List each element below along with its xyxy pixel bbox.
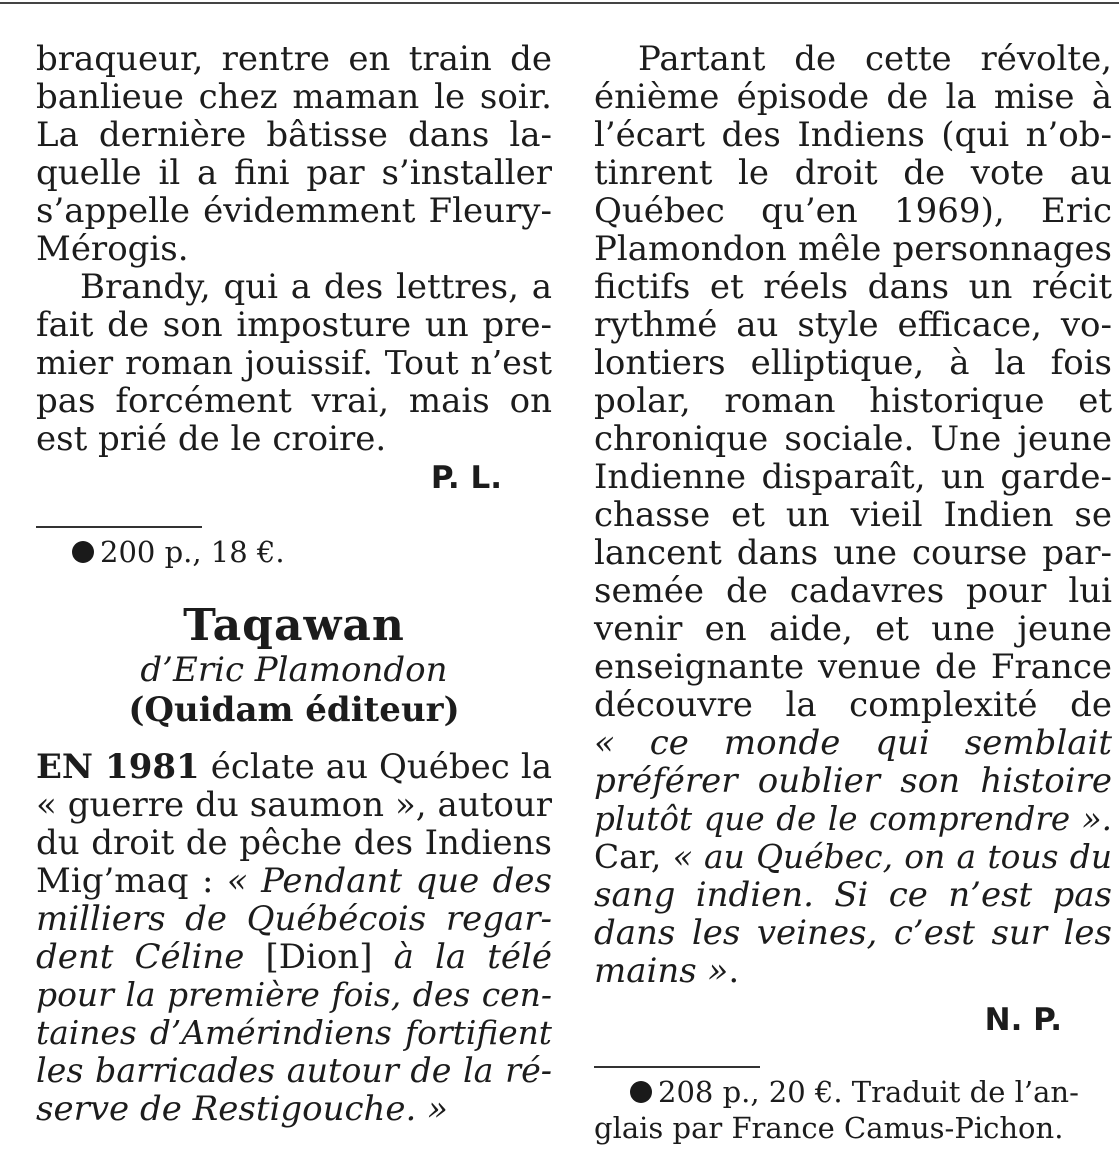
- text-line: l’écart des Indiens (qui n’ob-: [594, 115, 1112, 155]
- info-rule: [594, 1066, 760, 1068]
- text-line: banlieue chez maman le soir.: [36, 77, 552, 117]
- book-author: d’Eric Plamondon: [140, 650, 448, 690]
- review-body-continued: [594, 40, 1112, 990]
- info-rule: [36, 526, 202, 528]
- text-line: est prié de le croire.: [36, 419, 387, 459]
- text-line: énième épisode de la mise à: [594, 77, 1112, 117]
- previous-review-ending: [36, 40, 552, 458]
- text-line: semée de cadavres pour lui: [594, 571, 1112, 611]
- text-line: taines d’Amérindiens fortifient: [36, 1014, 552, 1052]
- text-line: Plamondon mêle personnages: [594, 229, 1112, 269]
- signature-np: N. P.: [984, 1002, 1062, 1038]
- book-info-line: glais par France Camus-Pichon.: [594, 1111, 1064, 1145]
- review-body-start: [36, 748, 552, 1128]
- text-line: « guerre du saumon », autour: [36, 785, 552, 825]
- text-line: lontiers elliptique, à la fois: [594, 343, 1112, 383]
- text-line: Mig’maq : « Pendant que des: [36, 861, 552, 901]
- book-info-line: [36, 534, 552, 570]
- text-line: lancent dans une course par-: [594, 533, 1112, 573]
- lead-in: EN 1981: [36, 747, 200, 787]
- text-line: dans les veines, c’est sur les: [594, 913, 1112, 953]
- text-line: Brandy, qui a des lettres, a: [80, 267, 552, 307]
- text-line: pas forcément vrai, mais on: [36, 381, 552, 421]
- text-line: sang indien. Si ce n’est pas: [594, 875, 1112, 915]
- text-line: plutôt que de le comprendre ».: [594, 800, 1112, 838]
- text-line: pour la première fois, des cen-: [36, 975, 552, 1014]
- text-line: milliers de Québécois regar-: [36, 899, 552, 939]
- text-line: dent Céline [Dion] à la télé: [36, 937, 552, 977]
- text-line: s’appelle évidemment Fleury-: [36, 191, 552, 231]
- text-line: braqueur, rentre en train de: [36, 39, 552, 79]
- text-line: rythmé au style efficace, vo-: [594, 305, 1112, 345]
- right-column: [594, 40, 1112, 1146]
- text-line: Partant de cette révolte,: [638, 39, 1112, 79]
- text-line: venir en aide, et une jeune: [594, 609, 1112, 649]
- text-line: les barricades autour de la ré-: [36, 1051, 552, 1090]
- text-line: découvre la complexité de: [594, 685, 1112, 725]
- text-line: fictifs et réels dans un récit: [594, 267, 1112, 307]
- text-line: « ce monde qui semblait: [594, 723, 1112, 763]
- left-column: [36, 40, 552, 1128]
- book-info-line: 208 p., 20 €. Traduit de l’an-: [594, 1074, 1112, 1110]
- text-line: quelle il a fini par s’installer: [36, 153, 552, 193]
- top-rule: [0, 2, 1119, 4]
- text-line: enseignante venue de France: [594, 647, 1112, 687]
- text-line: serve de Restigouche. »: [36, 1089, 448, 1129]
- text-line: chronique sociale. Une jeune: [594, 419, 1112, 459]
- book-publisher: (Quidam éditeur): [128, 690, 460, 730]
- text-line: mains ».: [594, 951, 740, 991]
- book-title: Taqawan: [183, 600, 405, 651]
- text-line: du droit de pêche des Indiens: [36, 823, 552, 863]
- book-info-text: 200 p., 18 €.: [100, 535, 285, 569]
- text-line: La dernière bâtisse dans la-: [36, 115, 552, 155]
- text-line: tinrent le droit de vote au: [594, 153, 1112, 193]
- text-line: mier roman jouissif. Tout n’est: [36, 343, 552, 382]
- signature-pl: P. L.: [430, 460, 502, 496]
- text-line: Québec qu’en 1969), Eric: [594, 191, 1112, 231]
- text-line: Indienne disparaît, un garde-: [594, 457, 1112, 497]
- text-line: préférer oublier son histoire: [594, 761, 1112, 801]
- text-line: Car, « au Québec, on a tous du: [594, 837, 1113, 876]
- text-line: Mérogis.: [36, 229, 189, 269]
- text-line: chasse et un vieil Indien se: [594, 495, 1112, 535]
- text-line: fait de son imposture un pre-: [36, 305, 552, 345]
- bullet-dot-icon: [72, 541, 94, 563]
- text-line: polar, roman historique et: [594, 381, 1112, 421]
- bullet-dot-icon: [630, 1081, 652, 1103]
- text-line: EN 1981 éclate au Québec la: [36, 747, 552, 787]
